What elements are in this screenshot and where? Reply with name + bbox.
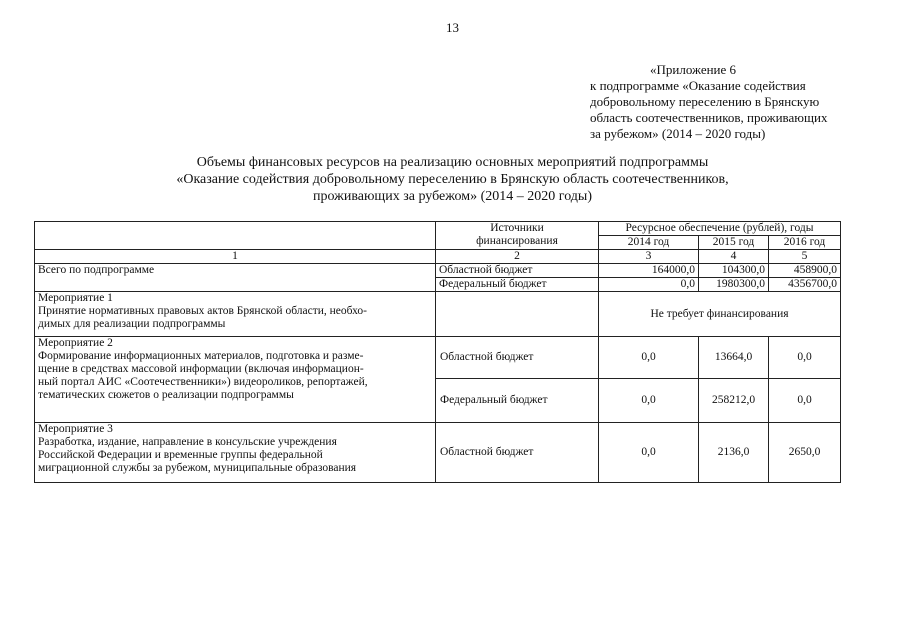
value-cell: 104300,0	[699, 264, 769, 278]
value-cell: 0,0	[769, 379, 841, 423]
value-cell: 0,0	[599, 337, 699, 379]
document-title	[0, 154, 905, 205]
measure-text-line: Российской Федерации и временные группы федеральной	[38, 449, 323, 461]
measure-text-line: Формирование информационных материалов, подготовка и разме-	[38, 350, 364, 362]
appendix-line: к подпрограмме «Оказание содействия	[590, 78, 806, 93]
header-year-2016: 2016 год	[769, 236, 841, 250]
header-empty-cell	[35, 222, 436, 250]
value-cell: 1980300,0	[699, 278, 769, 292]
value-cell: 0,0	[599, 278, 699, 292]
measure-2-description	[35, 337, 436, 423]
header-year-2015: 2015 год	[699, 236, 769, 250]
value-cell: 0,0	[599, 379, 699, 423]
source-cell: Федеральный бюджет	[436, 379, 599, 423]
column-number: 4	[699, 250, 769, 264]
value-cell: 0,0	[769, 337, 841, 379]
source-cell: Областной бюджет	[436, 337, 599, 379]
funding-table	[34, 221, 841, 483]
column-number: 1	[35, 250, 436, 264]
value-cell: 13664,0	[699, 337, 769, 379]
measure-text-line: димых для реализации подпрограммы	[38, 318, 226, 330]
measure-text-line: миграционной службы за рубежом, муниципальные образования	[38, 462, 357, 474]
value-cell: 2650,0	[769, 423, 841, 483]
value-cell: 258212,0	[699, 379, 769, 423]
measure-name: Мероприятие 1	[38, 292, 113, 304]
appendix-line: за рубежом» (2014 – 2020 годы)	[590, 126, 766, 141]
source-cell: Областной бюджет	[436, 264, 599, 278]
value-cell: 4356700,0	[769, 278, 841, 292]
source-cell: Федеральный бюджет	[436, 278, 599, 292]
measure-text-line: Принятие нормативных правовых актов Брянской области, необхо-	[38, 305, 367, 317]
measure-1-description	[35, 292, 436, 337]
appendix-note	[590, 62, 890, 142]
value-cell: 164000,0	[599, 264, 699, 278]
measure-name: Мероприятие 2	[38, 337, 113, 349]
measure-text-line: ный портал АИС «Соотечественники») видеороликов, репортажей,	[38, 376, 368, 388]
header-resource: Ресурсное обеспечение (рублей), годы	[599, 222, 841, 236]
header-sources-line: Источники	[490, 222, 544, 234]
value-cell: 2136,0	[699, 423, 769, 483]
measure-text-line: Разработка, издание, направление в консульские учреждения	[38, 436, 337, 448]
column-number: 2	[436, 250, 599, 264]
measure-name: Мероприятие 3	[38, 423, 113, 435]
page-number: 13	[446, 20, 459, 35]
title-line: проживающих за рубежом» (2014 – 2020 годы)	[313, 189, 592, 204]
column-number: 5	[769, 250, 841, 264]
header-sources	[436, 222, 599, 250]
header-year-2014: 2014 год	[599, 236, 699, 250]
measure-text-line: щение в средствах массовой информации (включая информацион-	[38, 363, 364, 375]
column-number: 3	[599, 250, 699, 264]
measure-3-description	[35, 423, 436, 483]
header-sources-line: финансирования	[476, 235, 558, 247]
source-cell: Областной бюджет	[436, 423, 599, 483]
title-line: «Оказание содействия добровольному переселению в Брянскую область соотечественников,	[176, 172, 729, 187]
value-cell: 0,0	[599, 423, 699, 483]
appendix-line: область соотечественников, проживающих	[590, 110, 828, 125]
total-label: Всего по подпрограмме	[35, 264, 436, 292]
no-funding-note: Не требует финансирования	[599, 292, 841, 337]
measure-text-line: тематических сюжетов о реализации подпрограммы	[38, 389, 294, 401]
value-cell: 458900,0	[769, 264, 841, 278]
title-line: Объемы финансовых ресурсов на реализацию основных мероприятий подпрограммы	[196, 155, 709, 170]
appendix-line: «Приложение 6	[650, 62, 737, 77]
source-cell-empty	[436, 292, 599, 337]
appendix-line: добровольному переселению в Брянскую	[590, 94, 820, 109]
